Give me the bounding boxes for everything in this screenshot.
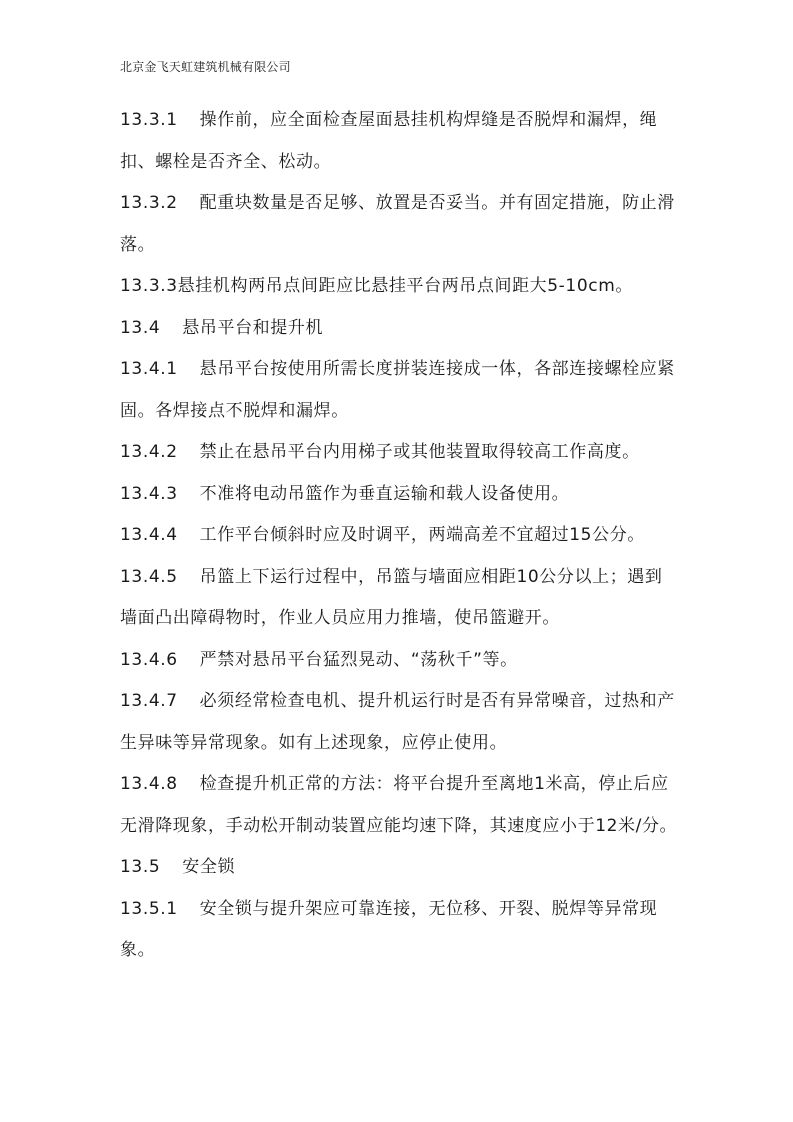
clause-13-4-8 (120, 764, 678, 847)
clause-13-3-3 (120, 266, 678, 308)
clause-number: 13.4.6 (120, 649, 178, 670)
clause-number: 13.4.5 (120, 566, 178, 587)
clause-number: 13.4.8 (120, 774, 178, 794)
section-13-5 (120, 847, 678, 889)
clause-text: 安全锁与提升架应可靠连接，无位移、开裂、脱焊等异常现象。 (120, 898, 658, 960)
clause-13-4-1 (120, 349, 678, 432)
clause-text: 工作平台倾斜时应及时调平，两端高差不宜超过15公分。 (199, 525, 645, 545)
clause-text: 严禁对悬吊平台猛烈晃动、“荡秋千”等。 (199, 649, 518, 670)
clause-text: 必须经常检查电机、提升机运行时是否有异常噪音，过热和产生异味等异常现象。如有上述现象，应停止使用。 (120, 691, 675, 753)
clause-text: 配重块数量是否足够、放置是否妥当。并有固定措施，防止滑落。 (120, 193, 675, 255)
clause-13-4-5 (120, 557, 678, 640)
clause-text: 操作前，应全面检查屋面悬挂机构焊缝是否脱焊和漏焊，绳扣、螺栓是否齐全、松动。 (120, 110, 658, 172)
clause-13-3-1 (120, 100, 678, 183)
page-header: 北京金飞天虹建筑机械有限公司 (120, 60, 291, 74)
clause-13-5-1 (120, 889, 678, 972)
section-13-4 (120, 308, 678, 350)
clause-number: 13.3.2 (120, 193, 178, 213)
clause-13-4-3 (120, 474, 678, 516)
clause-number: 13.4.1 (120, 359, 178, 379)
section-number: 13.4 (120, 317, 161, 338)
clause-number: 13.4.7 (120, 691, 178, 711)
document-body (120, 100, 678, 972)
clause-13-4-7 (120, 681, 678, 764)
clause-13-3-2 (120, 183, 678, 266)
section-title: 安全锁 (182, 857, 236, 877)
clause-13-4-6 (120, 640, 678, 682)
clause-number: 13.3.1 (120, 110, 178, 130)
clause-text: 禁止在悬吊平台内用梯子或其他装置取得较高工作高度。 (199, 442, 640, 462)
clause-number: 13.4.4 (120, 525, 178, 545)
clause-number: 13.5.1 (120, 898, 178, 919)
clause-number: 13.4.3 (120, 483, 178, 504)
clause-number: 13.4.2 (120, 442, 178, 462)
clause-text: 检查提升机正常的方法：将平台提升至离地1米高，停止后应无滑降现象，手动松开制动装置应能均速下降，其速度应小于12米/分。 (120, 774, 678, 836)
clause-text: 不准将电动吊篮作为垂直运输和载人设备使用。 (199, 483, 570, 504)
clause-text: 悬挂机构两吊点间距应比悬挂平台两吊点间距大5-10cm。 (177, 276, 633, 296)
section-number: 13.5 (120, 857, 161, 877)
clause-13-4-2 (120, 432, 678, 474)
clause-13-4-4 (120, 515, 678, 557)
section-title: 悬吊平台和提升机 (182, 317, 324, 338)
clause-number: 13.3.3 (120, 276, 178, 296)
clause-text: 悬吊平台按使用所需长度拼装连接成一体，各部连接螺栓应紧固。各焊接点不脱焊和漏焊。 (120, 359, 675, 421)
clause-text: 吊篮上下运行过程中，吊篮与墙面应相距10公分以上；遇到墙面凸出障碍物时，作业人员应用力推墙，使吊篮避开。 (120, 566, 663, 628)
